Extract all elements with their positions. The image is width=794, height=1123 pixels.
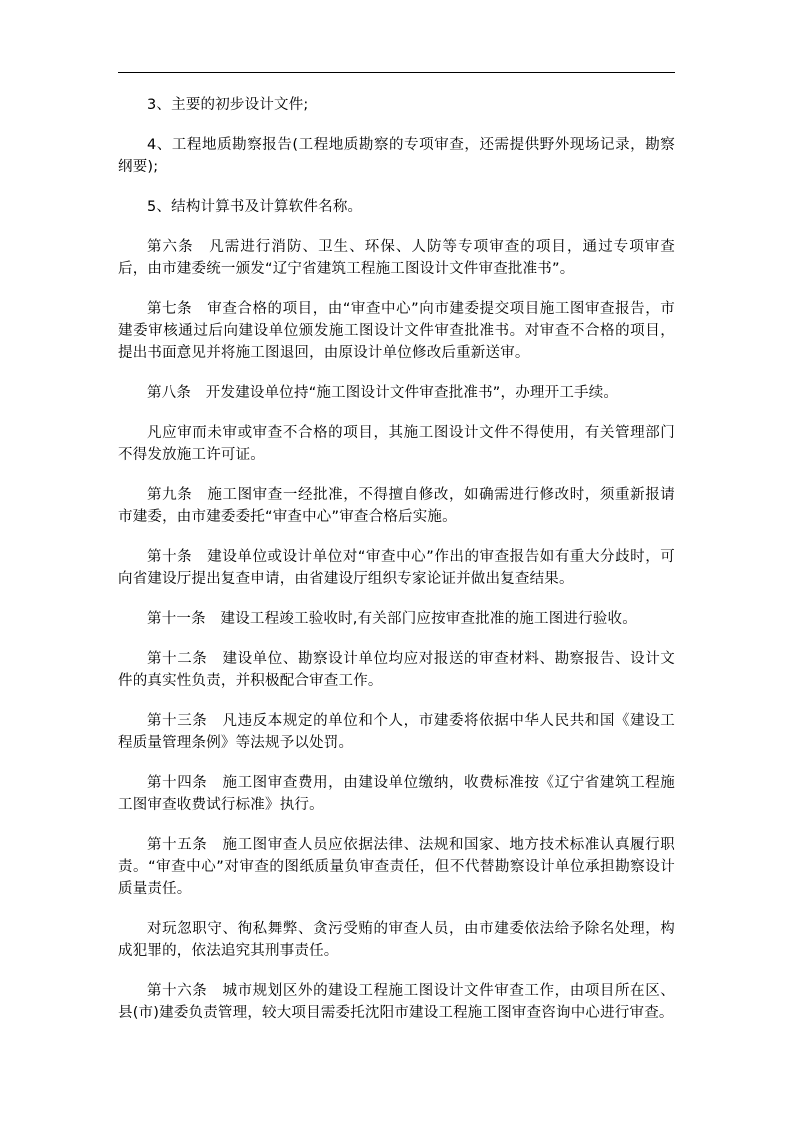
article-8-supplement: 凡应审而未审或审查不合格的项目，其施工图设计文件不得使用，有关管理部门不得发放施工许可证。 [118, 425, 675, 463]
paragraph-item-3: 3、主要的初步设计文件; [147, 97, 309, 113]
article-16: 第十六条 城市规划区外的建设工程施工图设计文件审查工作，由项目所在区、县(市)建委负责管理，较大项目需委托沈阳市建设工程施工图审查咨询中心进行审查。 [118, 983, 675, 1021]
article-9: 第九条 施工图审查一经批准，不得擅自修改，如确需进行修改时，须重新报请市建委，由市建委委托“审查中心”审查合格后实施。 [118, 487, 675, 525]
article-14: 第十四条 施工图审查费用，由建设单位缴纳，收费标准按《辽宁省建筑工程施工图审查收费试行标准》执行。 [118, 775, 675, 813]
article-8: 第八条 开发建设单位持“施工图设计文件审查批准书”，办理开工手续。 [147, 385, 619, 401]
article-15-supplement: 对玩忽职守、徇私舞弊、贪污受贿的审查人员，由市建委依法给予除名处理，构成犯罪的，依法追究其刑事责任。 [118, 921, 675, 959]
article-15: 第十五条 施工图审查人员应依据法律、法规和国家、地方技术标准认真履行职责。“审查中心”对审查的图纸质量负审查责任，但不代替勘察设计单位承担勘察设计质量责任。 [118, 837, 675, 897]
article-7: 第七条 审查合格的项目，由“审查中心”向市建委提交项目施工图审查报告，市建委审核通过后向建设单位颁发施工图设计文件审查批准书。对审查不合格的项目，提出书面意见并将施工图退回，由原设计单位修改后重新送审。 [118, 301, 675, 361]
article-6: 第六条 凡需进行消防、卫生、环保、人防等专项审查的项目，通过专项审查后，由市建委统一颁发“辽宁省建筑工程施工图设计文件审查批准书”。 [118, 239, 675, 277]
article-12: 第十二条 建设单位、勘察设计单位均应对报送的审查材料、勘察报告、设计文件的真实性负责，并积极配合审查工作。 [118, 651, 675, 689]
article-10: 第十条 建设单位或设计单位对“审查中心”作出的审查报告如有重大分歧时，可向省建设厅提出复查申请，由省建设厅组织专家论证并做出复查结果。 [118, 549, 675, 587]
paragraph-item-5: 5、结构计算书及计算软件名称。 [147, 199, 363, 215]
article-13: 第十三条 凡违反本规定的单位和个人，市建委将依据中华人民共和国《建设工程质量管理条例》等法规予以处罚。 [118, 713, 675, 751]
document-body [118, 94, 675, 1042]
header-rule [118, 72, 675, 73]
paragraph-item-4: 4、工程地质勘察报告(工程地质勘察的专项审查，还需提供野外现场记录，勘察纲要); [118, 137, 675, 175]
article-11: 第十一条 建设工程竣工验收时,有关部门应按审查批准的施工图进行验收。 [147, 611, 637, 627]
